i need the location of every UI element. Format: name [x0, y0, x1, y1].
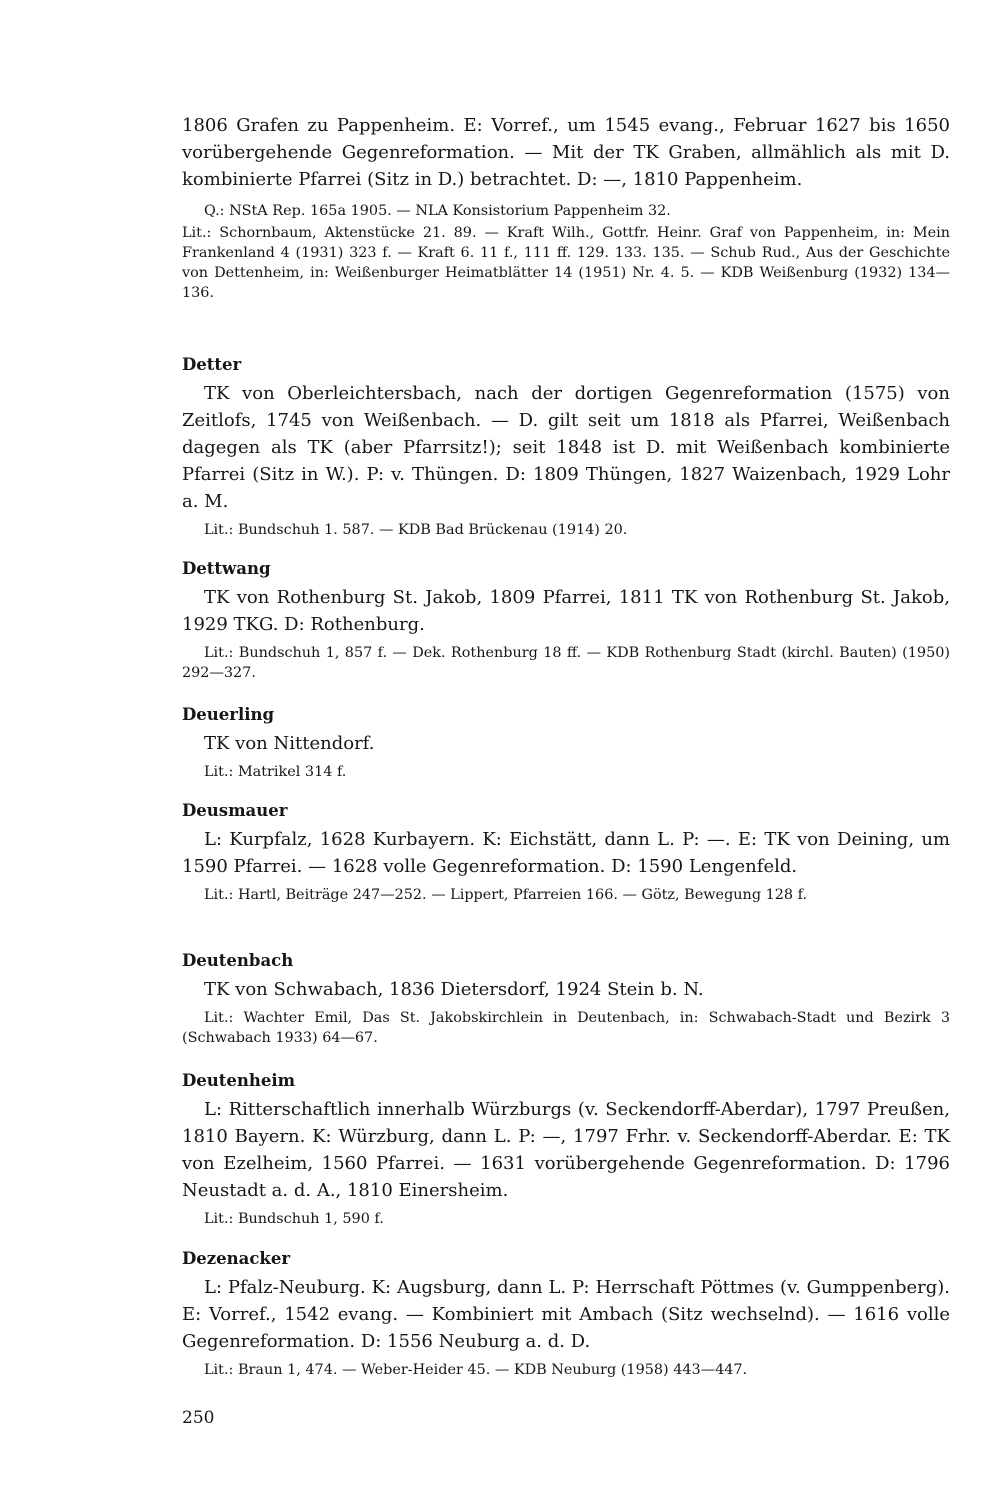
entry-heading: Dezenacker: [182, 1249, 291, 1268]
entry-text: L: Pfalz-Neuburg. K: Augsburg, dann L. P: Herrschaft Pöttmes (v. Gumppenberg). E: Vorref., 1542 evang. — Kombiniert mit Ambach (Sitz wechselnd). — 1616 volle Gegenreformation. D: 1556 Neuburg a. d. D.: [182, 1277, 950, 1352]
entry-deuerling: [182, 704, 950, 782]
entry-deusmauer: [182, 800, 950, 905]
entry-heading: Deutenheim: [182, 1071, 296, 1090]
entry-heading: Dettwang: [182, 559, 271, 578]
entry-dettwang: [182, 558, 950, 683]
entry-text: TK von Oberleichtersbach, nach der dortigen Gegenreformation (1575) von Zeitlofs, 1745 von Weißenbach. — D. gilt seit um 1818 als Pfarrei, Weißenbach dagegen als TK (aber Pfarrsitz!); seit 1848 ist D. mit Weißenbach kombinierte Pfarrei (Sitz in W.). P: v. Thüngen. D: 1809 Thüngen, 1827 Waizenbach, 1929 Lohr a. M.: [182, 383, 950, 512]
entry-text: L: Kurpfalz, 1628 Kurbayern. K: Eichstätt, dann L. P: —. E: TK von Deining, um 1590 Pfarrei. — 1628 volle Gegenreformation. D: 1590 Lengenfeld.: [182, 829, 950, 877]
entry-literature: Lit.: Matrikel 314 f.: [204, 764, 347, 780]
entry-heading: Deuerling: [182, 705, 275, 724]
entry-text: TK von Nittendorf.: [204, 733, 375, 754]
entry-literature: Lit.: Hartl, Beiträge 247—252. — Lippert, Pfarreien 166. — Götz, Bewegung 128 f.: [204, 887, 808, 903]
entry-literature: Lit.: Bundschuh 1, 857 f. — Dek. Rothenburg 18 ff. — KDB Rothenburg Stadt (kirchl. Bauten) (1950) 292—327.: [182, 645, 950, 681]
entry-dezenacker: [182, 1248, 950, 1380]
entry-literature: Lit.: Bundschuh 1. 587. — KDB Bad Brückenau (1914) 20.: [204, 522, 628, 538]
intro-entry: [182, 112, 950, 303]
entry-text: TK von Rothenburg St. Jakob, 1809 Pfarrei, 1811 TK von Rothenburg St. Jakob, 1929 TKG. D: Rothenburg.: [182, 587, 950, 635]
intro-text: 1806 Grafen zu Pappenheim. E: Vorref., um 1545 evang., Februar 1627 bis 1650 vorübergehende Gegenreformation. — Mit der TK Graben, allmählich als mit D. kombinierte Pfarrei (Sitz in D.) betrachtet. D: —, 1810 Pappenheim.: [182, 115, 950, 190]
intro-literature: Lit.: Schornbaum, Aktenstücke 21. 89. — Kraft Wilh., Gottfr. Heinr. Graf von Pappenheim, in: Mein Frankenland 4 (1931) 323 f. — Kraft 6. 11 f., 111 ff. 129. 133. 135. — Schub Rud., Aus der Geschichte von Dettenheim, in: Weißenburger Heimatblätter 14 (1951) Nr. 4. 5. — KDB Weißenburg (1932) 134—136.: [182, 225, 950, 301]
entry-heading: Deusmauer: [182, 801, 288, 820]
entry-detter: [182, 354, 950, 540]
intro-sources: Q.: NStA Rep. 165a 1905. — NLA Konsistorium Pappenheim 32.: [204, 203, 671, 219]
entry-literature: Lit.: Braun 1, 474. — Weber-Heider 45. — KDB Neuburg (1958) 443—447.: [204, 1362, 748, 1378]
entry-literature: Lit.: Wachter Emil, Das St. Jakobskirchlein in Deutenbach, in: Schwabach-Stadt und Bezirk 3 (Schwabach 1933) 64—67.: [182, 1010, 950, 1046]
entry-heading: Deutenbach: [182, 951, 294, 970]
entry-text: L: Ritterschaftlich innerhalb Würzburgs (v. Seckendorff-Aberdar), 1797 Preußen, 1810 Bayern. K: Würzburg, dann L. P: —, 1797 Frhr. v. Seckendorff-Aberdar. E: TK von Ezelheim, 1560 Pfarrei. — 1631 vorübergehende Gegenreformation. D: 1796 Neustadt a. d. A., 1810 Einersheim.: [182, 1099, 950, 1201]
entry-text: TK von Schwabach, 1836 Dietersdorf, 1924 Stein b. N.: [204, 979, 704, 1000]
entry-deutenbach: [182, 950, 950, 1048]
entry-heading: Detter: [182, 355, 242, 374]
page-number: 250: [182, 1408, 215, 1428]
entry-deutenheim: [182, 1070, 950, 1229]
entry-literature: Lit.: Bundschuh 1, 590 f.: [204, 1211, 384, 1227]
